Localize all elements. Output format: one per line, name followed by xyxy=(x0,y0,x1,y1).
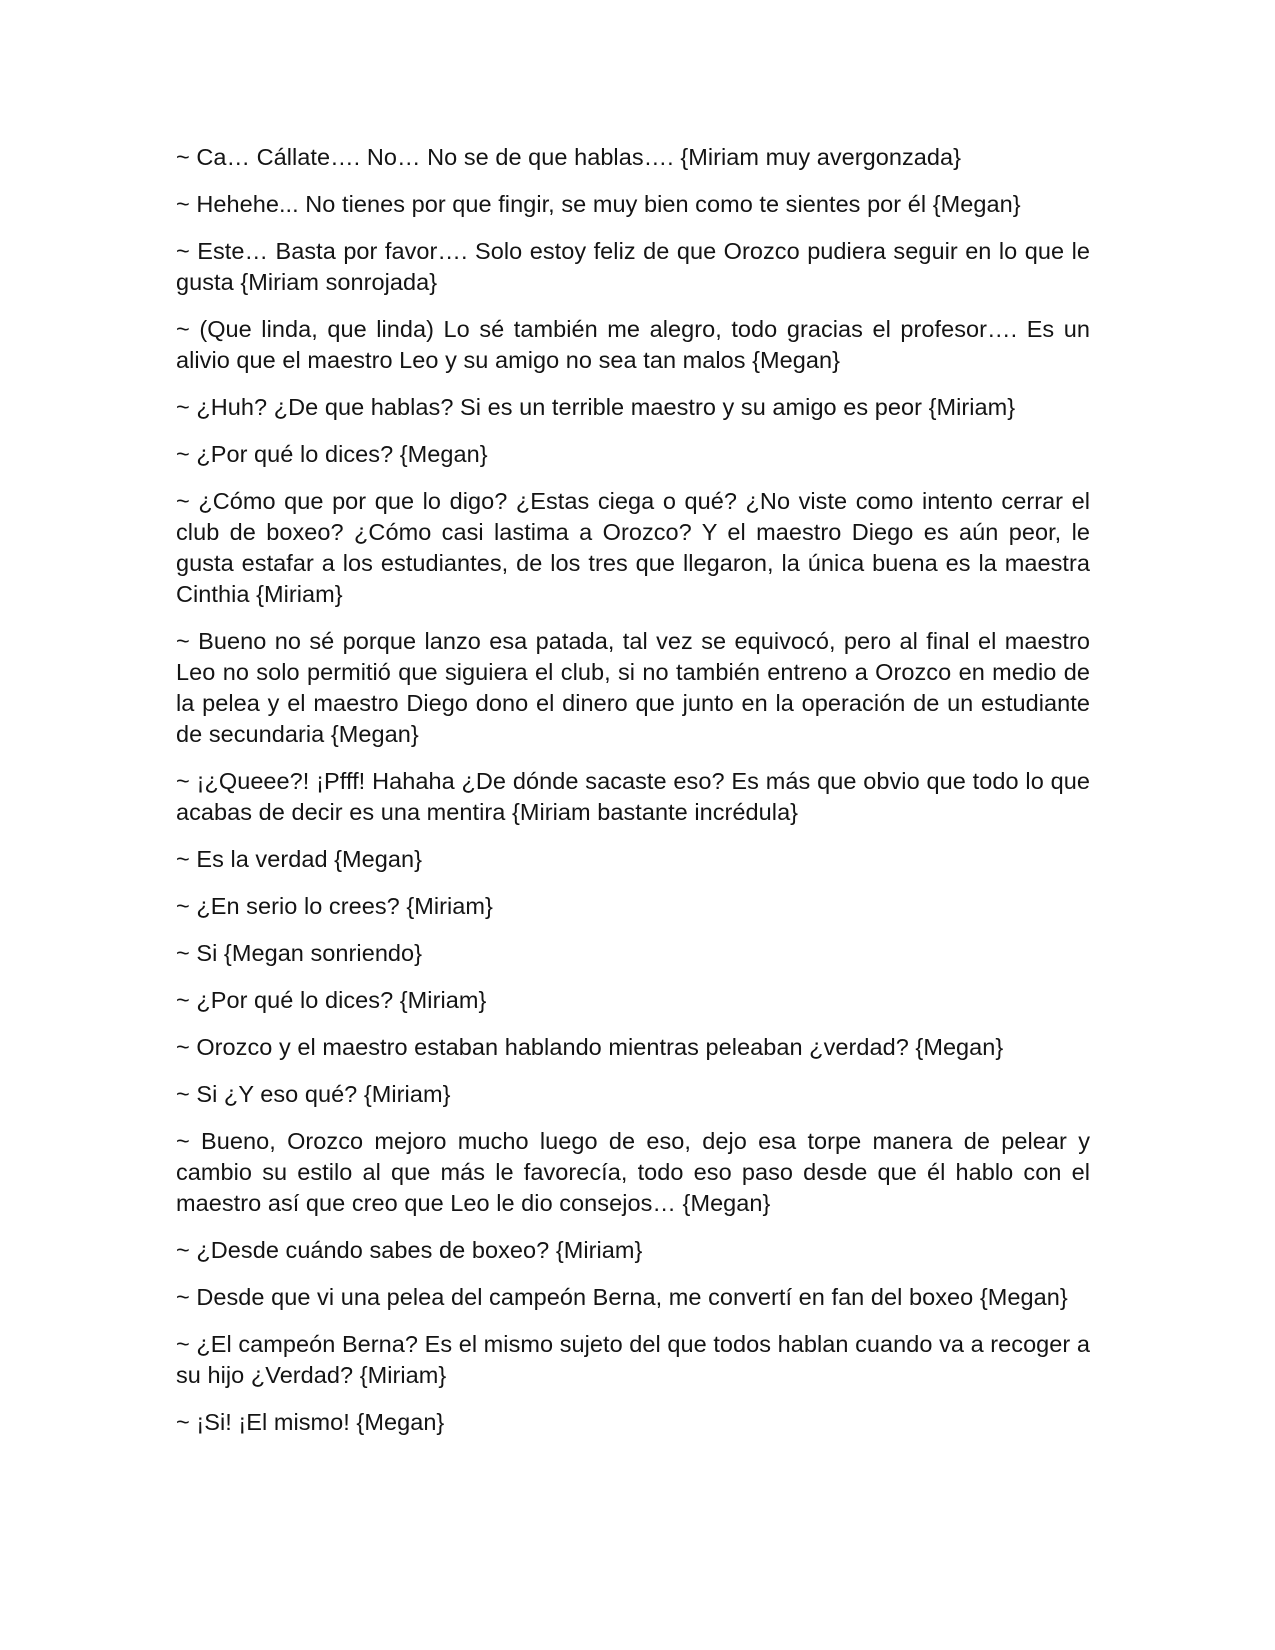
dialogue-line: ~ ¡¿Queee?! ¡Pfff! Hahaha ¿De dónde sacaste eso? Es más que obvio que todo lo que acabas de decir es una mentira {Miriam bastante incrédula} xyxy=(176,768,1090,825)
dialogue-line: ~ Ca… Cállate…. No… No se de que hablas…. {Miriam muy avergonzada} xyxy=(176,144,962,170)
dialogue-line: ~ Si {Megan sonriendo} xyxy=(176,940,423,966)
document-body xyxy=(176,142,1090,1454)
dialogue-line: ~ Es la verdad {Megan} xyxy=(176,846,423,872)
dialogue-line: ~ (Que linda, que linda) Lo sé también me alegro, todo gracias el profesor…. Es un alivio que el maestro Leo y su amigo no sea tan malos {Megan} xyxy=(176,316,1090,373)
dialogue-line: ~ ¿Por qué lo dices? {Miriam} xyxy=(176,987,487,1013)
dialogue-line: ~ ¡Si! ¡El mismo! {Megan} xyxy=(176,1409,445,1435)
dialogue-line: ~ Este… Basta por favor…. Solo estoy feliz de que Orozco pudiera seguir en lo que le gusta {Miriam sonrojada} xyxy=(176,238,1090,295)
dialogue-line: ~ Bueno, Orozco mejoro mucho luego de eso, dejo esa torpe manera de pelear y cambio su estilo al que más le favorecía, todo eso paso desde que él hablo con el maestro así que creo que Leo le dio consejos… {Megan} xyxy=(176,1128,1090,1216)
dialogue-line: ~ Orozco y el maestro estaban hablando mientras peleaban ¿verdad? {Megan} xyxy=(176,1034,1004,1060)
dialogue-line: ~ ¿El campeón Berna? Es el mismo sujeto del que todos hablan cuando va a recoger a su hijo ¿Verdad? {Miriam} xyxy=(176,1331,1090,1388)
dialogue-line: ~ Hehehe... No tienes por que fingir, se muy bien como te sientes por él {Megan} xyxy=(176,191,1021,217)
dialogue-line: ~ ¿Huh? ¿De que hablas? Si es un terrible maestro y su amigo es peor {Miriam} xyxy=(176,394,1016,420)
dialogue-line: ~ ¿Desde cuándo sabes de boxeo? {Miriam} xyxy=(176,1237,643,1263)
dialogue-line: ~ ¿En serio lo crees? {Miriam} xyxy=(176,893,493,919)
dialogue-line: ~ Si ¿Y eso qué? {Miriam} xyxy=(176,1081,451,1107)
dialogue-line: ~ ¿Por qué lo dices? {Megan} xyxy=(176,441,488,467)
dialogue-line: ~ Desde que vi una pelea del campeón Berna, me convertí en fan del boxeo {Megan} xyxy=(176,1284,1068,1310)
dialogue-line: ~ Bueno no sé porque lanzo esa patada, tal vez se equivocó, pero al final el maestro Leo no solo permitió que siguiera el club, si no también entreno a Orozco en medio de la pelea y el maestro Diego dono el dinero que junto en la operación de un estudiante de secundaria {Megan} xyxy=(176,628,1090,747)
dialogue-line: ~ ¿Cómo que por que lo digo? ¿Estas ciega o qué? ¿No viste como intento cerrar el club de boxeo? ¿Cómo casi lastima a Orozco? Y el maestro Diego es aún peor, le gusta estafar a los estudiantes, de los tres que llegaron, la única buena es la maestra Cinthia {Miriam} xyxy=(176,488,1090,607)
